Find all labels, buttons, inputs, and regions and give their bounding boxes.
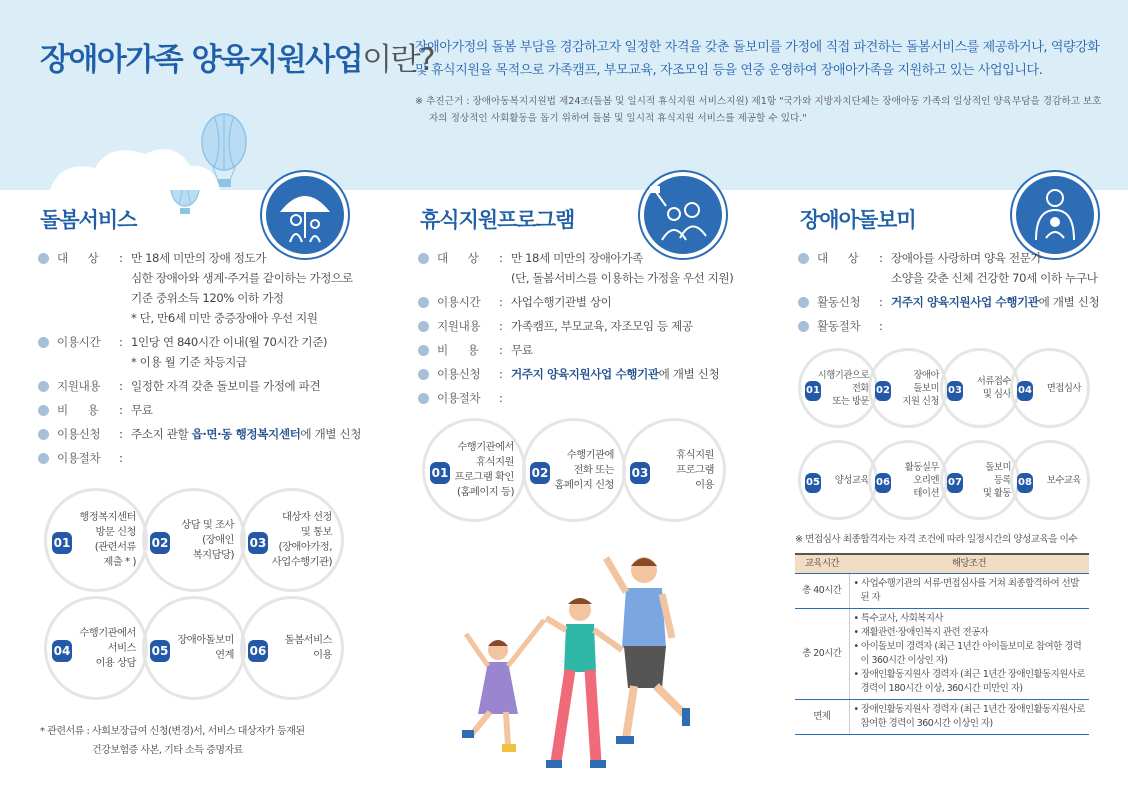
bullet-dot-icon: [38, 429, 49, 440]
rest-program-section: [380, 190, 760, 793]
table-header: 해당조건: [849, 554, 1089, 574]
row-label: 비 용: [57, 403, 99, 417]
step-number-badge: 04: [1017, 381, 1033, 401]
step-number-badge: 02: [875, 381, 891, 401]
row-colon: :: [119, 451, 123, 465]
table-row: [795, 574, 1089, 609]
family-selfie-icon: [640, 172, 726, 258]
row-value-line: * 이용 월 기준 차등지급: [131, 355, 247, 369]
info-row: [38, 332, 361, 372]
row-value-line: 일정한 자격 갖춘 돌보미를 가정에 파견: [131, 379, 321, 393]
step-number-badge: 08: [1017, 473, 1033, 493]
caregiver-child-icon: [1012, 172, 1098, 258]
bullet-dot-icon: [38, 253, 49, 264]
step-number-badge: 02: [150, 532, 170, 554]
row-value-line: 심한 장애아와 생계·주거를 같이하는 가정으로: [131, 271, 353, 285]
procedure-step: [522, 418, 626, 522]
procedure-step: [1010, 348, 1090, 428]
table-cell-hours: 면제: [795, 700, 849, 735]
step-number-badge: 07: [947, 473, 963, 493]
condition-item: • 사업수행기관의 서류·면접심사를 거쳐 최종합격하여 선발된 자: [853, 578, 1079, 603]
row-colon: :: [499, 295, 503, 309]
table-row: [795, 700, 1089, 735]
row-label: 이용시간: [437, 295, 481, 309]
row-colon: :: [499, 319, 503, 333]
step-label: 휴식지원 프로그램 이용: [676, 448, 714, 491]
row-value: [511, 248, 733, 288]
row-value: [891, 316, 1099, 336]
row-colon: :: [879, 295, 883, 309]
bullet-dot-icon: [38, 381, 49, 392]
section-title: 휴식지원프로그램: [420, 208, 575, 232]
bullet-dot-icon: [418, 321, 429, 332]
step-number-badge: 03: [248, 532, 268, 554]
row-label: 지원내용: [437, 319, 481, 333]
procedure-step: [240, 488, 344, 592]
info-row: [38, 424, 361, 444]
row-colon: :: [119, 335, 123, 349]
step-label: 양성교육: [834, 474, 869, 486]
row-value-line: 만 18세 미만의 장애아가족: [511, 251, 643, 265]
bullet-dot-icon: [798, 321, 809, 332]
bullet-dot-icon: [38, 337, 49, 348]
row-value-line: (단, 돌봄서비스를 이용하는 가정을 우선 지원): [511, 271, 734, 285]
step-label: 장애아돌보미 연계: [177, 634, 234, 661]
table-cell-conditions: [849, 609, 1089, 700]
step-label: 보수교육: [1046, 474, 1081, 486]
row-label: 이용신청: [57, 427, 101, 441]
row-colon: :: [499, 367, 503, 381]
table-header: 교육시간: [795, 554, 849, 574]
row-value: [511, 316, 733, 336]
row-label: 이용절차: [437, 391, 481, 405]
step-label: 행정복지센터 방문 신청 (관련서류 제출 * ): [79, 511, 136, 568]
condition-item: • 재활관련·장애인복지 관련 전공자: [853, 627, 989, 638]
step-number-badge: 01: [52, 532, 72, 554]
step-number-badge: 06: [248, 640, 268, 662]
row-colon: :: [119, 427, 123, 441]
condition-item: • 장애인활동지원사 경력자 (최근 1년간 장애인활동지원사로 참여한 경력이 360시간 이상인 자): [853, 704, 1085, 729]
table-cell-conditions: [849, 700, 1089, 735]
row-label: 대 상: [437, 251, 479, 265]
procedure-step: [142, 596, 246, 700]
info-row: [418, 292, 733, 312]
row-colon: :: [499, 251, 503, 265]
row-value: [511, 340, 733, 360]
row-value: [511, 292, 733, 312]
rest-info-list: [418, 248, 733, 412]
family-illustration: [446, 538, 746, 788]
cloud-decoration: [40, 120, 220, 190]
row-value-line: 사업수행기관별 상이: [511, 295, 612, 309]
step-label: 장애아 돌보미 지원 신청: [902, 369, 939, 407]
care-info-list: [38, 248, 361, 472]
row-value: [131, 376, 361, 396]
row-label: 이용신청: [437, 367, 481, 381]
bullet-dot-icon: [418, 297, 429, 308]
row-value: [891, 248, 1099, 288]
step-number-badge: 03: [947, 381, 963, 401]
condition-item: • 특수교사, 사회복지사: [853, 613, 943, 624]
row-value-line: 기준 중위소득 120% 이하 가정: [131, 291, 284, 305]
step-number-badge: 02: [530, 462, 550, 484]
procedure-step: [622, 418, 726, 522]
info-row: [418, 388, 733, 408]
row-colon: :: [499, 343, 503, 357]
info-row: [798, 248, 1099, 288]
bullet-dot-icon: [38, 405, 49, 416]
procedure-step: [44, 488, 148, 592]
row-colon: :: [119, 403, 123, 417]
row-value-line: 만 18세 미만의 장애 정도가: [131, 251, 267, 265]
row-value: [131, 448, 361, 468]
info-row: [418, 248, 733, 288]
info-row: [38, 400, 361, 420]
step-number-badge: 01: [805, 381, 821, 401]
section-title: 장애아돌보미: [800, 208, 916, 232]
step-label: 돌봄서비스 이용: [284, 634, 332, 661]
step-number-badge: 01: [430, 462, 450, 484]
row-value: [131, 248, 361, 328]
info-row: [418, 340, 733, 360]
procedure-step: [44, 596, 148, 700]
row-label: 이용시간: [57, 335, 101, 349]
row-label: 지원내용: [57, 379, 101, 393]
bullet-dot-icon: [798, 253, 809, 264]
table-cell-hours: 총 20시간: [795, 609, 849, 700]
care-service-section: [0, 190, 380, 793]
row-label: 활동절차: [817, 319, 861, 333]
table-cell-conditions: [849, 574, 1089, 609]
procedure-step: [142, 488, 246, 592]
step-label: 면접심사: [1046, 382, 1081, 394]
step-number-badge: 05: [150, 640, 170, 662]
table-row: [795, 609, 1089, 700]
section-title: 돌봄서비스: [40, 208, 137, 232]
row-value-line: * 단, 만6세 미만 중증장애아 우선 지원: [131, 311, 318, 325]
row-value: [131, 332, 361, 372]
procedure-step: [798, 440, 878, 520]
sitter-info-list: [798, 248, 1099, 340]
row-value-line: 소양을 갖춘 신체 건강한 70세 이하 누구나: [891, 271, 1098, 285]
row-value: [131, 424, 361, 444]
step-label: 수행기관에서 서비스 이용 상담: [79, 626, 136, 669]
row-label: 활동신청: [817, 295, 861, 309]
info-row: [798, 316, 1099, 336]
row-value-line: 무료: [131, 403, 153, 417]
info-row: [38, 448, 361, 468]
procedure-step: [422, 418, 526, 522]
procedure-step: [1010, 440, 1090, 520]
row-value-text: 주소지 관할: [131, 427, 192, 441]
step-label: 활동실무 오리엔 테이션: [904, 461, 939, 499]
step-number-badge: 05: [805, 473, 821, 493]
row-value-line: 1인당 연 840시간 이내(월 70시간 기준): [131, 335, 328, 349]
condition-item: • 아이돌보미 경력자 (최근 1년간 아이돌보미로 참여한 경력이 360시간 이상인 자): [853, 641, 1082, 666]
table-note: ※ 면접심사 최종합격자는 자격 조건에 따라 일정시간의 양성교육을 이수: [795, 534, 1078, 545]
row-label: 이용절차: [57, 451, 101, 465]
step-label: 상담 및 조사 (장애인 복지담당): [181, 518, 234, 561]
row-colon: :: [499, 391, 503, 405]
row-value-line: 가족캠프, 부모교육, 자조모임 등 제공: [511, 319, 693, 333]
bullet-dot-icon: [798, 297, 809, 308]
condition-item: • 장애인활동지원사 경력자 (최근 1년간 장애인활동지원사로 경력이 180시간 이상, 360시간 미만인 자): [853, 669, 1085, 694]
bullet-dot-icon: [418, 369, 429, 380]
step-label: 수행기관에 전화 또는 홈페이지 신청: [554, 448, 614, 491]
procedure-step: [868, 440, 948, 520]
care-footnote: * 관련서류 : 사회보장급여 신청(변경)서, 서비스 대상자가 등재된 건강보험증 사본, 기타 소득 증명자료: [40, 726, 305, 756]
bullet-dot-icon: [418, 393, 429, 404]
row-value: [131, 400, 361, 420]
legal-basis-note: ※ 추진근거 : 장애아동복지지원법 제24조(돌봄 및 일시적 휴식지원 서비스지원) 제1항 "국가와 지방자치단체는 장애아동 가족의 일상적인 양육부담을 경감하고 보호자의 정상적인 사회활동을 돕기 위하여 돌봄 및 일시적 휴식지원 서비스를 제공할 수 있다.": [415, 96, 1102, 124]
bullet-dot-icon: [418, 253, 429, 264]
row-value: [891, 292, 1099, 312]
page-title: 장애아가족 양육지원사업이란?: [40, 42, 435, 78]
row-colon: :: [119, 379, 123, 393]
umbrella-family-icon: [262, 172, 348, 258]
row-value-line: 장애아를 사랑하며 양육 전문가: [891, 251, 1042, 265]
step-number-badge: 04: [52, 640, 72, 662]
row-value-emphasis: 읍·면·동 행정복지센터: [191, 427, 301, 441]
step-label: 서류접수 및 심사: [976, 376, 1011, 400]
step-label: 시행기관으로 전화 또는 방문: [817, 369, 869, 407]
row-colon: :: [879, 319, 883, 333]
row-value-text: 에 개별 신청: [658, 367, 720, 381]
bullet-dot-icon: [38, 453, 49, 464]
procedure-step: [868, 348, 948, 428]
info-row: [418, 364, 733, 384]
procedure-step: [940, 348, 1020, 428]
row-value-line: 무료: [511, 343, 533, 357]
info-row: [38, 248, 361, 328]
row-value-emphasis: 거주지 양육지원사업 수행기관: [891, 295, 1039, 309]
row-value-emphasis: 거주지 양육지원사업 수행기관: [511, 367, 659, 381]
row-colon: :: [879, 251, 883, 265]
info-row: [418, 316, 733, 336]
step-label: 대상자 선정 및 통보 (장애아가정, 사업수행기관): [271, 511, 332, 568]
info-row: [38, 376, 361, 396]
row-label: 비 용: [437, 343, 479, 357]
procedure-step: [798, 348, 878, 428]
procedure-step: [940, 440, 1020, 520]
row-value: [511, 388, 733, 408]
procedure-step: [240, 596, 344, 700]
education-table: [795, 553, 1089, 735]
step-number-badge: 06: [875, 473, 891, 493]
row-value-text: 에 개별 신청: [300, 427, 361, 441]
row-value: [511, 364, 733, 384]
row-label: 대 상: [817, 251, 859, 265]
intro-text: 장애아가정의 돌봄 부담을 경감하고자 일정한 자격을 갖춘 돌보미를 가정에 직접 파견하는 돌봄서비스를 제공하거나, 역량강화 및 휴식지원을 목적으로 가족캠프, 부모교육, 자조모임 등을 연중 운영하여 장애아가족을 지원하고 있는 사업입니다.: [415, 40, 1100, 78]
step-label: 돌보미 등록 및 활동: [982, 461, 1011, 499]
table-cell-hours: 총 40시간: [795, 574, 849, 609]
info-row: [798, 292, 1099, 312]
step-label: 수행기관에서 휴식지원 프로그램 확인 (홈페이지 등): [454, 441, 514, 498]
step-number-badge: 03: [630, 462, 650, 484]
row-colon: :: [119, 251, 123, 265]
row-value-text: 에 개별 신청: [1038, 295, 1100, 309]
bullet-dot-icon: [418, 345, 429, 356]
row-label: 대 상: [57, 251, 99, 265]
